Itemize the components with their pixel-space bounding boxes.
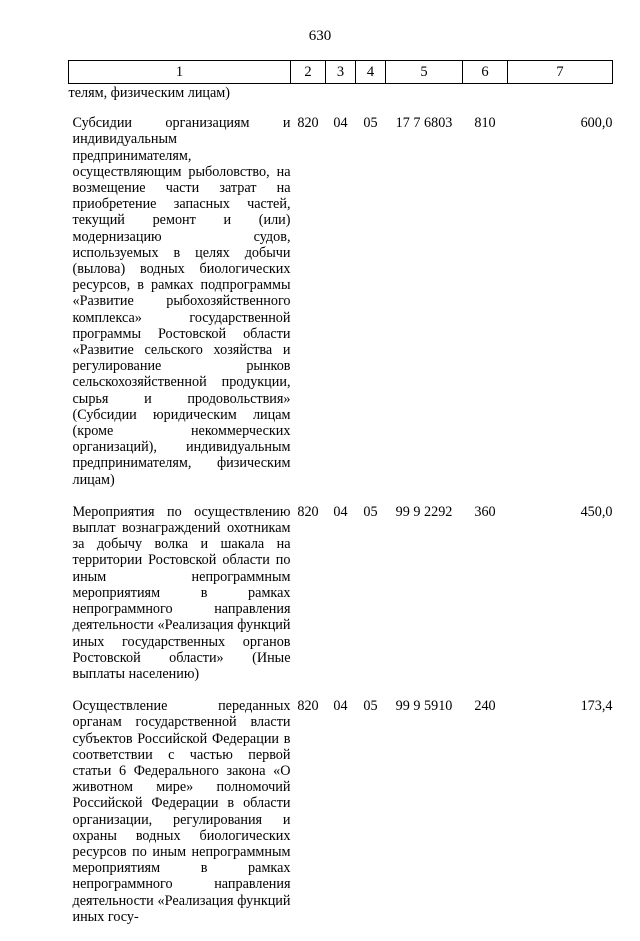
row-amount: 600,0	[580, 115, 613, 132]
row-ministry-code	[291, 84, 326, 116]
row-subsection-code: 05	[363, 698, 378, 715]
page-number: 630	[308, 28, 332, 44]
table-row	[69, 115, 613, 504]
row-expense-type: 810	[474, 115, 496, 132]
row-ministry-code: 820	[297, 698, 319, 715]
table-header-row	[69, 61, 613, 84]
row-section-code: 04	[333, 698, 348, 715]
row-expense-type: 360	[474, 503, 496, 520]
row-ministry-code: 820	[297, 115, 319, 132]
row-expense-type: 240	[474, 698, 496, 715]
row-description: Субсидии организациям и индивидуальным предпринимателям, осуществляющим рыболовство, на возмещение части затрат на приобретение запасных частей, текущий ремонт и (или) модернизацию судов, используемых в целях добычи (вылова) водных биологических ресурсов, в рамках подпрограммы «Развитие рыбохозяйственного комплекса» государственной программы Ростовской области «Развитие сельского хозяйства и регулирование рынков сельскохозяйственной продукции, сырья и продовольствия» (Субсидии юридическим лицам (кроме некоммерческих организаций), индивидуальным предпринимателям, физическим лицам)	[72, 115, 291, 488]
table-row	[69, 84, 613, 116]
row-amount: 173,4	[580, 698, 613, 715]
column-header-2: 2	[291, 61, 326, 84]
row-subsection-code: 05	[363, 503, 378, 520]
table-row	[69, 504, 613, 698]
column-header-1: 1	[69, 61, 291, 84]
column-header-3: 3	[326, 61, 356, 84]
row-section-code: 04	[333, 503, 348, 520]
row-ministry-code: 820	[297, 503, 319, 520]
row-description: Мероприятия по осуществлению выплат вознаграждений охотникам за добычу волка и шакала на территории Ростовской области по иным непрограммным мероприятиям в рамках непрограммного направления деятельности «Реализация функций иных государственных органов Ростовской области» (Иные выплаты населению)	[72, 503, 291, 682]
budget-table	[68, 60, 613, 941]
row-subsection-code: 05	[363, 115, 378, 132]
row-section-code: 04	[333, 115, 348, 132]
row-description: телям, физическим лицам)	[68, 85, 231, 101]
row-target-code: 99 9 2292	[395, 503, 453, 520]
row-description: Осуществление переданных органам государственной власти субъектов Российской Федерации в соответствии с частью первой статьи 6 Федерального закона «О животном мире» полномочий Российской Федерации в области организации, регулирования и охраны водных биологических ресурсов по иным непрограммным мероприятиям в рамках непрограммного направления деятельности «Реализация функций иных госу-	[72, 698, 291, 925]
row-amount	[508, 84, 613, 116]
row-section-code	[326, 84, 356, 116]
row-subsection-code	[356, 84, 386, 116]
row-target-code: 99 9 5910	[395, 698, 453, 715]
column-header-6: 6	[463, 61, 508, 84]
row-target-code: 17 7 6803	[395, 115, 453, 132]
row-expense-type	[463, 84, 508, 116]
row-target-code	[386, 84, 463, 116]
row-amount: 450,0	[580, 503, 613, 520]
column-header-5: 5	[386, 61, 463, 84]
column-header-7: 7	[508, 61, 613, 84]
column-header-4: 4	[356, 61, 386, 84]
